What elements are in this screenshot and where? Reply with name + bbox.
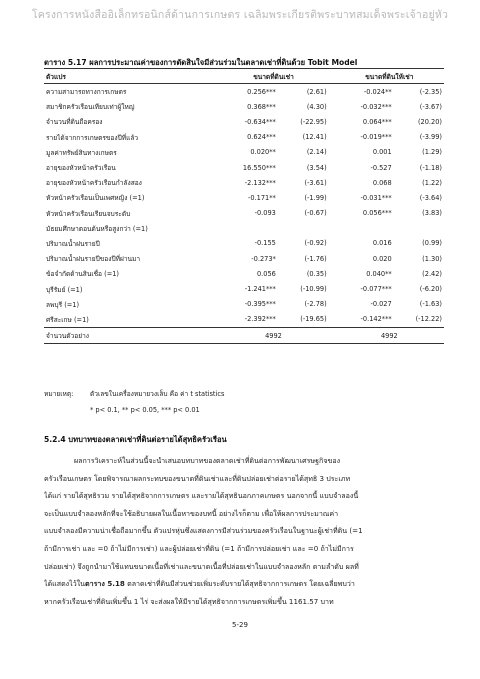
table-caption: ตาราง 5.17 ผลการประมาณค่าของการตัดสินใจมีส่วนร่วมในตลาดเช่าที่ดินด้วย Tobit Model xyxy=(44,58,358,67)
col-rent-in-header: ขนาดที่ดินเช่า xyxy=(212,69,334,84)
rent-out-coefficient: 0.064*** xyxy=(362,117,392,126)
col-variable-header: ตัวแปร xyxy=(44,69,212,84)
rent-out-coefficient: 0.040** xyxy=(366,269,392,278)
body-paragraph xyxy=(44,452,442,610)
rent-in-tstat: (-3.61) xyxy=(304,178,327,187)
rent-in-tstat: (2.14) xyxy=(306,148,327,157)
table-row xyxy=(44,281,444,296)
variable-name: หัวหน้าครัวเรือนเรียนจบระดับ xyxy=(46,209,131,218)
rent-in-tstat: (-0.67) xyxy=(304,209,327,218)
variable-name: ลพบุรี (=1) xyxy=(46,300,80,309)
rent-in-tstat: (-1.99) xyxy=(304,193,327,202)
variable-name: ปริมาณน้ำฝนรายปีของปีที่ผ่านมา xyxy=(46,255,141,264)
rent-out-coefficient xyxy=(335,221,394,236)
table-row xyxy=(44,266,444,281)
rent-out-coefficient: -0.032*** xyxy=(360,102,392,111)
table-row xyxy=(44,145,444,160)
table-row xyxy=(44,160,444,175)
rent-in-tstat: (-10.99) xyxy=(300,285,327,294)
significance-note: * p< 0.1, ** p< 0.05, *** p< 0.01 xyxy=(90,406,200,414)
rent-in-coefficient: -0.093 xyxy=(254,209,276,218)
rent-out-coefficient: 0.056*** xyxy=(362,209,392,218)
rent-out-coefficient: 0.068 xyxy=(372,178,392,187)
rent-out-tstat: (20.20) xyxy=(417,117,442,126)
paragraph-line xyxy=(44,575,442,593)
page-number: 5-29 xyxy=(232,621,248,629)
variable-name: มัธยมศึกษาตอนต้นหรือสูงกว่า (=1) xyxy=(46,224,148,233)
rent-in-tstat: (12.41) xyxy=(302,133,327,142)
note-text: ตัวเลขในเครื่องหมายวงเล็บ คือ ค่า t statistics xyxy=(90,390,225,398)
variable-name: ความสามารถทางการเกษตร xyxy=(46,88,127,97)
table-row xyxy=(44,221,444,236)
table-row xyxy=(44,99,444,114)
table-row xyxy=(44,312,444,328)
rent-in-coefficient: -0.155 xyxy=(254,239,276,248)
paragraph-line: ครัวเรือนเกษตร โดยพิจารณาผลกระทบของขนาดที่ดินเช่าและที่ดินปล่อยเช่าต่อรายได้สุทธิ 3 ประเภท xyxy=(44,473,351,483)
rent-out-coefficient: 0.001 xyxy=(372,148,392,157)
variable-name: ปริมาณน้ำฝนรายปี xyxy=(46,239,100,248)
rent-in-coefficient: 16.550*** xyxy=(242,163,276,172)
variable-name: จำนวนที่ดินถือครอง xyxy=(46,118,103,127)
paragraph-line: ได้แก่ รายได้สุทธิรวม รายได้สุทธิจากการเกษตร และรายได้สุทธินอกภาคเกษตร นอกจากนี้ แบบจำลองนี้ xyxy=(44,491,359,501)
table-row xyxy=(44,251,444,266)
rent-out-tstat xyxy=(394,221,444,236)
rent-out-tstat: (-6.20) xyxy=(419,285,442,294)
rent-in-coefficient: 0.624*** xyxy=(247,133,276,142)
variable-name: รายได้จากการเกษตรของปีที่แล้ว xyxy=(46,133,139,142)
paragraph-line: ปล่อยเช่า) จึงถูกนำมาใช้แทนขนาดเนื้อที่เช่าและขนาดเนื้อที่ปล่อยเช่าในแบบจำลองหลัก ตามลำดับ ผลที่ xyxy=(44,561,359,571)
rent-out-tstat: (-3.99) xyxy=(419,133,442,142)
rent-out-tstat: (1.29) xyxy=(422,148,442,157)
table-row xyxy=(44,190,444,205)
rent-in-coefficient: 0.368*** xyxy=(247,102,276,111)
rent-in-tstat: (0.35) xyxy=(306,269,327,278)
rent-in-tstat: (-19.65) xyxy=(300,315,327,324)
paragraph-line: ถ้ามีการเช่า และ =0 ถ้าไม่มีการเช่า) และผู้ปล่อยเช่าที่ดิน (=1 ถ้ามีการปล่อยเช่า และ =0 ถ้าไม่มีการ xyxy=(44,543,354,553)
observations-row xyxy=(44,328,444,344)
rent-in-tstat: (2.61) xyxy=(306,87,327,96)
paragraph-line: ผลการวิเคราะห์ในส่วนนี้จะนำเสนอบทบาทของตลาดเช่าที่ดินต่อการพัฒนาเศรษฐกิจของ xyxy=(74,456,341,465)
rent-out-tstat: (-2.35) xyxy=(419,87,442,96)
col-rent-out-header: ขนาดที่ดินให้เช่า xyxy=(335,69,444,84)
rent-out-tstat: (-12.22) xyxy=(415,315,442,324)
rent-in-coefficient xyxy=(212,221,278,236)
paragraph-line: จะเป็นแบบจำลองหลักที่จะใช้อธิบายผลในเนื้อหาของบทนี้ อย่างไรก็ตาม เพื่อให้ผลการประมาณค่า xyxy=(44,508,339,518)
note-label: หมายเหตุ: xyxy=(44,390,74,398)
rent-in-tstat: (3.54) xyxy=(306,163,327,172)
paragraph-line: หากครัวเรือนเช่าที่ดินเพิ่มขึ้น 1 ไร่ จะส่งผลให้มีรายได้สุทธิจากการเกษตรเพิ่มขึ้น 1161.57 บาท xyxy=(44,596,334,606)
rent-in-coefficient: 0.256*** xyxy=(247,87,276,96)
running-header: โครงการหนังสืออิเล็กทรอนิกส์ด้านการเกษตร เฉลิมพระเกียรติพระบาทสมเด็จพระเจ้าอยู่หัว xyxy=(31,9,449,21)
rent-out-coefficient: -0.527 xyxy=(370,163,392,172)
variable-name: อายุของหัวหน้าครัวเรือนกำลังสอง xyxy=(46,179,142,188)
table-header-row xyxy=(44,69,444,84)
rent-in-tstat: (-2.78) xyxy=(304,300,327,309)
table-reference: ตาราง 5.18 xyxy=(85,579,125,589)
rent-in-observations: 4992 xyxy=(212,328,334,344)
rent-in-tstat: (-22.95) xyxy=(300,117,327,126)
rent-in-coefficient: 0.056 xyxy=(256,269,276,278)
rent-out-coefficient: -0.031*** xyxy=(360,193,392,202)
table-row xyxy=(44,297,444,312)
variable-name: บุรีรัมย์ (=1) xyxy=(46,285,83,294)
variable-name: หัวหน้าครัวเรือนเป็นเพศหญิง (=1) xyxy=(46,194,145,203)
rent-in-coefficient: -1.241*** xyxy=(244,285,276,294)
rent-out-coefficient: -0.142*** xyxy=(360,315,392,324)
rent-out-tstat: (-3.67) xyxy=(419,102,442,111)
rent-out-coefficient: -0.077*** xyxy=(360,285,392,294)
rent-out-tstat: (1.30) xyxy=(422,254,442,263)
observations-label: จำนวนตัวอย่าง xyxy=(44,328,212,344)
rent-in-coefficient: 0.020** xyxy=(250,148,276,157)
rent-in-coefficient: -2.132*** xyxy=(244,178,276,187)
paragraph-text: ตลาดเช่าที่ดินมีส่วนช่วยเพิ่มระดับรายได้สุทธิจากการเกษตร โดยเฉลี่ยพบว่า xyxy=(124,579,355,589)
rent-in-coefficient: -2.392*** xyxy=(244,315,276,324)
rent-out-tstat: (-1.63) xyxy=(419,300,442,309)
variable-name: มูลค่าทรัพย์สินทางเกษตร xyxy=(46,148,117,157)
rent-in-tstat: (4.30) xyxy=(306,102,327,111)
tobit-results-table xyxy=(44,68,444,344)
rent-in-coefficient: -0.395*** xyxy=(244,300,276,309)
rent-in-tstat: (-0.92) xyxy=(304,239,327,248)
paragraph-line: แบบจำลองมีความน่าเชื่อถือมากขึ้น ตัวแปรหุ่นซึ่งแสดงการมีส่วนร่วมของครัวเรือนในฐานะผู้เช่าที่ดิน (=1 xyxy=(44,526,363,536)
paragraph-text: ได้แสดงไว้ใน xyxy=(44,579,86,589)
rent-in-coefficient: -0.171** xyxy=(248,193,276,202)
rent-out-tstat: (0.99) xyxy=(422,239,442,248)
table-row xyxy=(44,236,444,251)
rent-out-tstat: (1.22) xyxy=(422,178,442,187)
rent-out-tstat: (2.42) xyxy=(422,269,442,278)
rent-out-coefficient: 0.016 xyxy=(372,239,392,248)
table-row xyxy=(44,175,444,190)
table-row xyxy=(44,206,444,221)
rent-out-observations: 4992 xyxy=(335,328,444,344)
table-row xyxy=(44,114,444,129)
rent-in-tstat: (-1.76) xyxy=(304,254,327,263)
table-row xyxy=(44,84,444,100)
variable-name: ข้อจำกัดด้านสินเชื่อ (=1) xyxy=(46,270,119,279)
rent-in-coefficient: -0.634*** xyxy=(244,117,276,126)
variable-name: สมาชิกครัวเรือนเทียบเท่าผู้ใหญ่ xyxy=(46,103,135,112)
rent-out-coefficient: -0.024** xyxy=(363,87,392,96)
rent-out-coefficient: 0.020 xyxy=(372,254,392,263)
section-heading: 5.2.4 บทบาทของตลาดเช่าที่ดินต่อรายได้สุทธิครัวเรือน xyxy=(44,435,227,444)
rent-out-coefficient: -0.019*** xyxy=(360,133,392,142)
rent-out-tstat: (-1.18) xyxy=(419,163,442,172)
rent-in-tstat xyxy=(278,221,335,236)
rent-out-coefficient: -0.027 xyxy=(370,300,392,309)
variable-name: อายุของหัวหน้าครัวเรือน xyxy=(46,164,116,173)
rent-in-coefficient: -0.273* xyxy=(251,254,276,263)
table-body xyxy=(44,84,444,344)
rent-out-tstat: (3.83) xyxy=(422,209,442,218)
rent-out-tstat: (-3.64) xyxy=(419,193,442,202)
variable-name: ศรีสะเกษ (=1) xyxy=(46,315,89,324)
table-row xyxy=(44,130,444,145)
